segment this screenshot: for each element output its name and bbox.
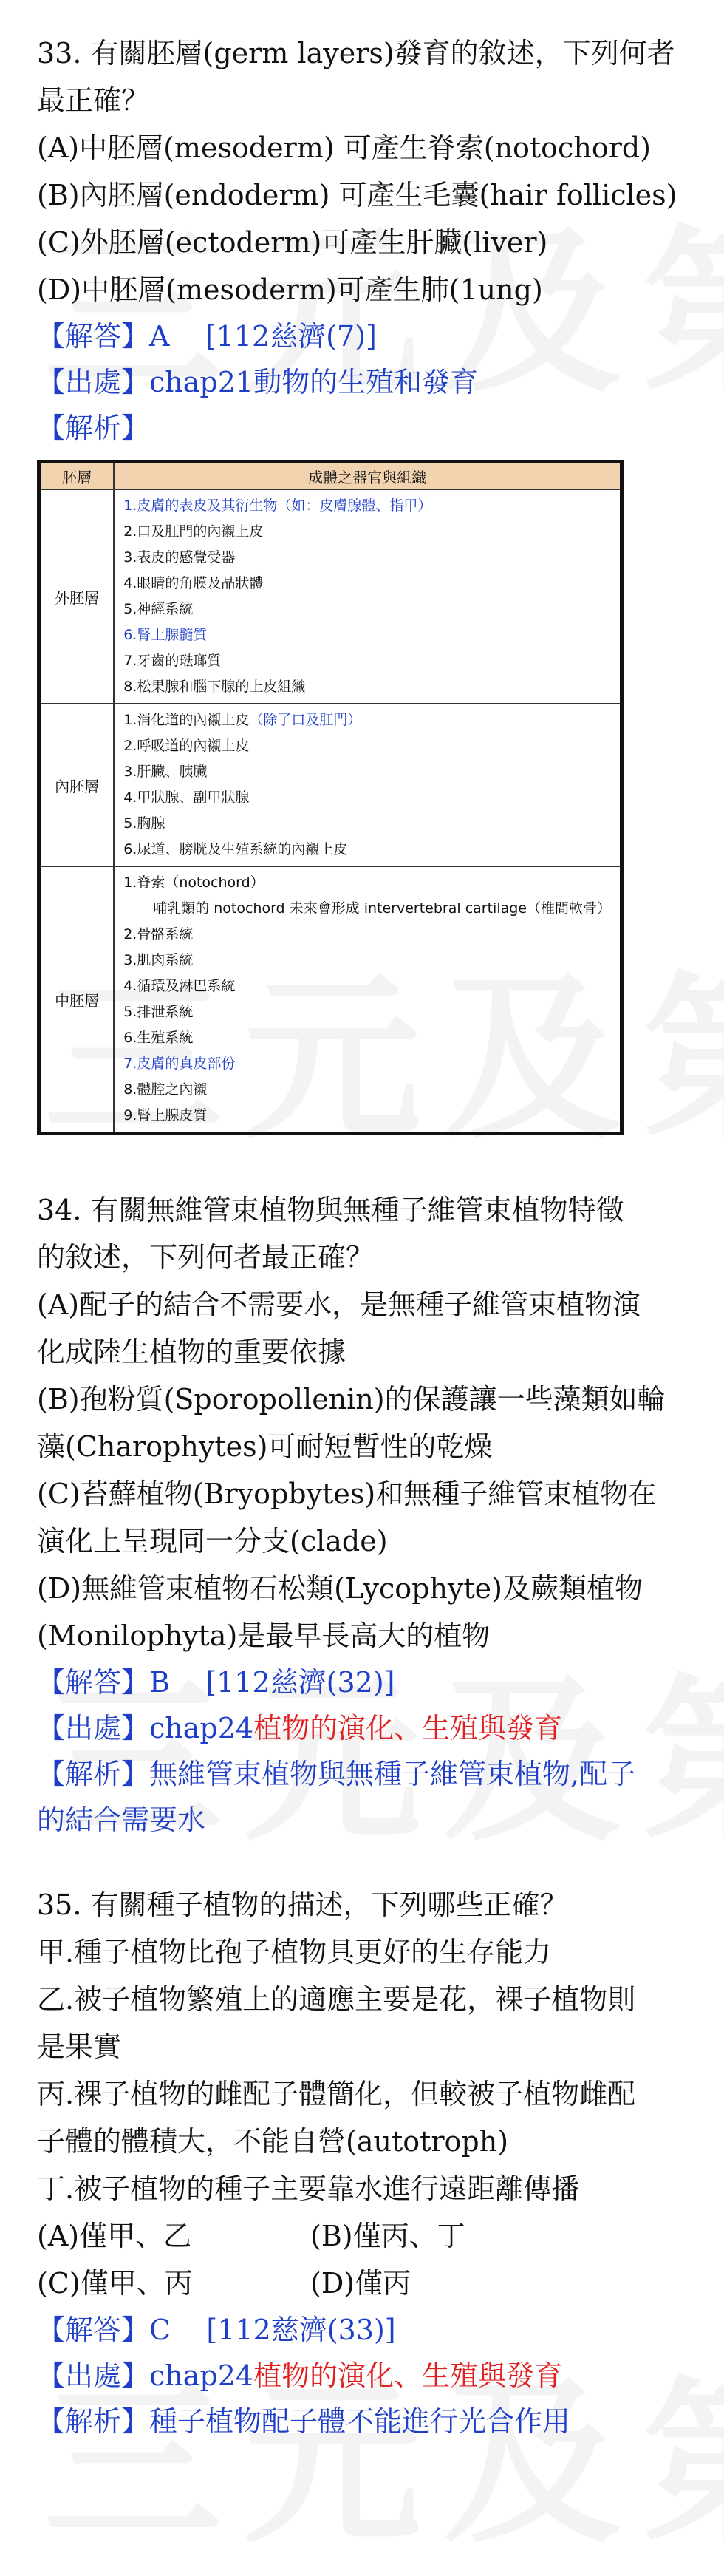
answer-source: [112慈濟(33)] <box>206 2314 396 2346</box>
explanation-label: 【解析】 <box>37 2405 150 2438</box>
source-line <box>37 2353 694 2399</box>
source-title: 植物的演化、生殖與發育 <box>253 2359 563 2392</box>
explanation-text: 無維管束植物與無種子維管束植物,配子 <box>149 1758 636 1790</box>
explanation-line <box>37 1751 694 1797</box>
source-chapter: chap24 <box>149 2359 254 2392</box>
organ-item: 5.神經系統 <box>123 601 194 617</box>
items-cell <box>114 704 621 866</box>
organ-item: 2.骨骼系統 <box>123 926 194 942</box>
source-title: 植物的演化、生殖與發育 <box>253 1712 563 1744</box>
header-layer: 胚層 <box>39 462 115 490</box>
question-stem: 最正確？ <box>37 84 150 117</box>
options-row <box>37 2260 694 2307</box>
header-items: 成體之器官與組織 <box>114 462 621 490</box>
explanation-text: 的結合需要水 <box>37 1804 206 1836</box>
option-d: (D)中胚層(mesoderm)可產生肺(1ung) <box>37 273 543 306</box>
organ-item: 6.腎上腺髓質 <box>123 627 208 643</box>
items-cell <box>114 489 621 704</box>
option-d: (D)僅丙 <box>310 2267 411 2300</box>
answer-line <box>37 313 694 359</box>
layer-cell: 中胚層 <box>39 866 115 1134</box>
explanation-line <box>37 405 694 451</box>
question-35 <box>37 1881 694 2444</box>
option-c-cont: 演化上呈現同一分支(clade) <box>37 1525 388 1557</box>
answer-line <box>37 1659 694 1705</box>
organ-item: 1.脊索（notochord） <box>123 874 264 891</box>
statement: 丙.裸子植物的雌配子體簡化，但較被子植物雌配 <box>37 2078 636 2110</box>
explanation-label: 【解析】 <box>37 412 150 444</box>
option-b: (B)孢粉質(Sporopollenin)的保護讓一些藻類如輪 <box>37 1383 666 1416</box>
option-b: (B)僅丙、丁 <box>310 2220 465 2252</box>
organ-item-text: 1.消化道的內襯上皮 <box>123 712 250 728</box>
layer-cell: 內胚層 <box>39 704 115 866</box>
organ-item: 4.眼睛的角膜及晶狀體 <box>123 575 264 591</box>
option-d: (D)無維管束植物石松類(Lycophyte)及蕨類植物 <box>37 1572 643 1605</box>
question-33 <box>37 30 694 451</box>
option-a: (A)配子的結合不需要水，是無種子維管束植物演 <box>37 1288 641 1321</box>
organ-item-note: 哺乳類的 notochord 未來會形成 intervertebral cartilage（椎間軟骨） <box>153 900 611 917</box>
answer-source: [112慈濟(32)] <box>205 1666 395 1699</box>
option-a: (A)僅甲、乙 <box>37 2220 192 2252</box>
organ-item: 9.腎上腺皮質 <box>123 1107 208 1124</box>
organ-item: 1.皮膚的表皮及其衍生物（如：皮膚腺體、指甲） <box>123 497 432 514</box>
question-stem: 35. 有關種子植物的描述，下列哪些正確？ <box>37 1889 568 1921</box>
source-label: 【出處】 <box>37 2359 150 2392</box>
answer-source: [112慈濟(7)] <box>205 320 377 353</box>
organ-item: 6.生殖系統 <box>123 1030 194 1046</box>
statement: 乙.被子植物繁殖上的適應主要是花，裸子植物則 <box>37 1983 636 2016</box>
organ-item: 8.體腔之內襯 <box>123 1081 208 1098</box>
organ-item: 3.肌肉系統 <box>123 952 194 968</box>
question-34 <box>37 1186 694 1843</box>
source-value: chap21動物的生殖和發育 <box>149 366 479 398</box>
organ-item: 3.表皮的感覺受器 <box>123 549 236 565</box>
table-row-ectoderm <box>39 489 622 704</box>
answer-line <box>37 2307 694 2353</box>
answer-label: 【解答】 <box>37 1666 150 1699</box>
source-line <box>37 1705 694 1751</box>
table-row-endoderm <box>39 704 622 866</box>
organ-item: 8.松果腺和腦下腺的上皮組織 <box>123 679 306 695</box>
table-row-mesoderm <box>39 866 622 1134</box>
option-b: (B)內胚層(endoderm) 可產生毛囊(hair follicles) <box>37 179 677 211</box>
source-label: 【出處】 <box>37 1712 150 1744</box>
answer-value: A <box>149 320 170 353</box>
explanation-line <box>37 2399 694 2444</box>
source-label: 【出處】 <box>37 366 150 398</box>
organ-item: 4.甲狀腺、副甲狀腺 <box>123 789 250 806</box>
option-c: (C)苔蘚植物(Bryopbytes)和無種子維管束植物在 <box>37 1478 657 1510</box>
option-d-cont: (Monilophyta)是最早長高大的植物 <box>37 1620 491 1652</box>
question-stem: 的敘述，下列何者最正確？ <box>37 1241 375 1274</box>
organ-item: 7.皮膚的真皮部份 <box>123 1056 236 1072</box>
explanation-text: 種子植物配子體不能進行光合作用 <box>149 2405 571 2438</box>
option-c: (C)僅甲、丙 <box>37 2267 193 2300</box>
option-b-cont: 藻(Charophytes)可耐短暫性的乾燥 <box>37 1430 493 1463</box>
answer-label: 【解答】 <box>37 320 150 353</box>
items-cell <box>114 866 621 1134</box>
organ-item-note: （除了口及肛門） <box>249 712 362 728</box>
option-a-cont: 化成陸生植物的重要依據 <box>37 1336 346 1368</box>
organ-item: 2.呼吸道的內襯上皮 <box>123 738 250 754</box>
answer-value: C <box>149 2314 171 2346</box>
organ-item: 6.尿道、膀胱及生殖系統的內襯上皮 <box>123 841 348 857</box>
germ-layer-table <box>37 460 624 1135</box>
organ-item: 3.肝臟、胰臟 <box>123 764 208 780</box>
organ-item: 4.循環及淋巴系統 <box>123 978 236 994</box>
statement-cont: 子體的體積大，不能自營(autotroph) <box>37 2125 509 2158</box>
organ-item: 7.牙齒的琺瑯質 <box>123 653 222 669</box>
source-line <box>37 359 694 405</box>
table-header-row <box>39 462 622 490</box>
question-stem: 34. 有關無維管束植物與無種子維管束植物特徵 <box>37 1194 624 1226</box>
option-a: (A)中胚層(mesoderm) 可產生脊索(notochord) <box>37 132 652 164</box>
options-row <box>37 2212 694 2260</box>
answer-value: B <box>149 1666 170 1699</box>
source-chapter: chap24 <box>149 1712 254 1744</box>
organ-item: 5.胸腺 <box>123 815 165 832</box>
question-stem: 33. 有關胚層(germ layers)發育的敘述，下列何者 <box>37 37 675 69</box>
organ-item <box>123 707 611 733</box>
option-c: (C)外胚層(ectoderm)可產生肝臟(liver) <box>37 226 548 259</box>
statement: 甲.種子植物比孢子植物具更好的生存能力 <box>37 1936 552 1968</box>
statement-cont: 是果實 <box>37 2030 122 2063</box>
statement: 丁.被子植物的種子主要靠水進行遠距離傳播 <box>37 2172 580 2205</box>
organ-item: 5.排泄系統 <box>123 1004 194 1020</box>
explanation-label: 【解析】 <box>37 1758 150 1790</box>
organ-item: 2.口及肛門的內襯上皮 <box>123 523 264 540</box>
layer-cell: 外胚層 <box>39 489 115 704</box>
answer-label: 【解答】 <box>37 2314 150 2346</box>
